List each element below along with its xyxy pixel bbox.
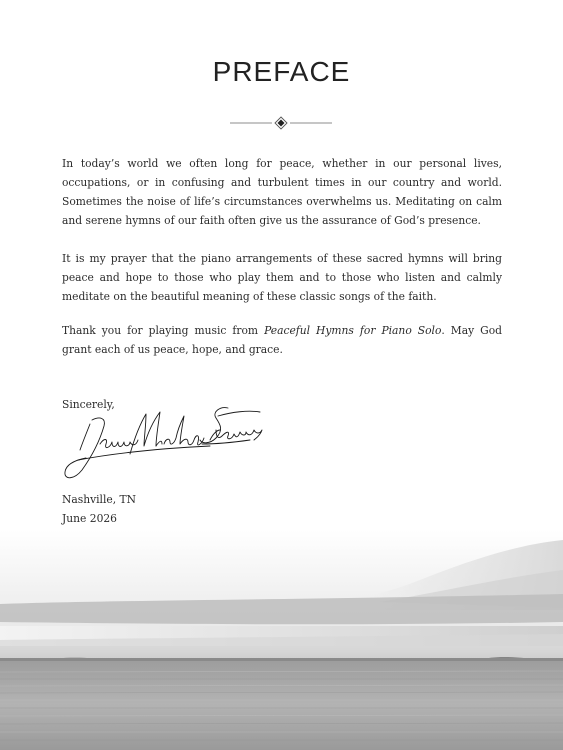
thanks-text-start: Thank you for playing music from bbox=[62, 324, 265, 337]
signature-location: Nashville, TN bbox=[62, 493, 136, 506]
handwritten-signature bbox=[60, 400, 265, 488]
paragraph-intro: In today’s world we often long for peace, whether in our personal lives, occupations, or in confusing and turbulent times in our country and world. Sometimes the noise of life’s circumstances overwhelms us. Meditating on calm and serene hymns of our faith often give us the assurance of God’s presence. bbox=[62, 157, 502, 227]
paragraph-thanks bbox=[62, 321, 502, 359]
paragraph-prayer: It is my prayer that the piano arrangements of these sacred hymns will bring peace and hope to those who play them and to those who listen and calmly meditate on the beautiful meaning of these classic songs of the faith. bbox=[62, 252, 502, 303]
seascape-photo bbox=[0, 530, 563, 750]
signature-date: June 2026 bbox=[62, 512, 117, 525]
closing-salutation: Sincerely, bbox=[62, 398, 115, 411]
page-title: PREFACE bbox=[212, 56, 351, 87]
thanks-text-end: . May God grant each of us peace, hope, and grace. bbox=[62, 324, 502, 356]
divider-ornament-icon bbox=[230, 116, 332, 130]
book-title: Peaceful Hymns for Piano Solo bbox=[264, 324, 442, 337]
